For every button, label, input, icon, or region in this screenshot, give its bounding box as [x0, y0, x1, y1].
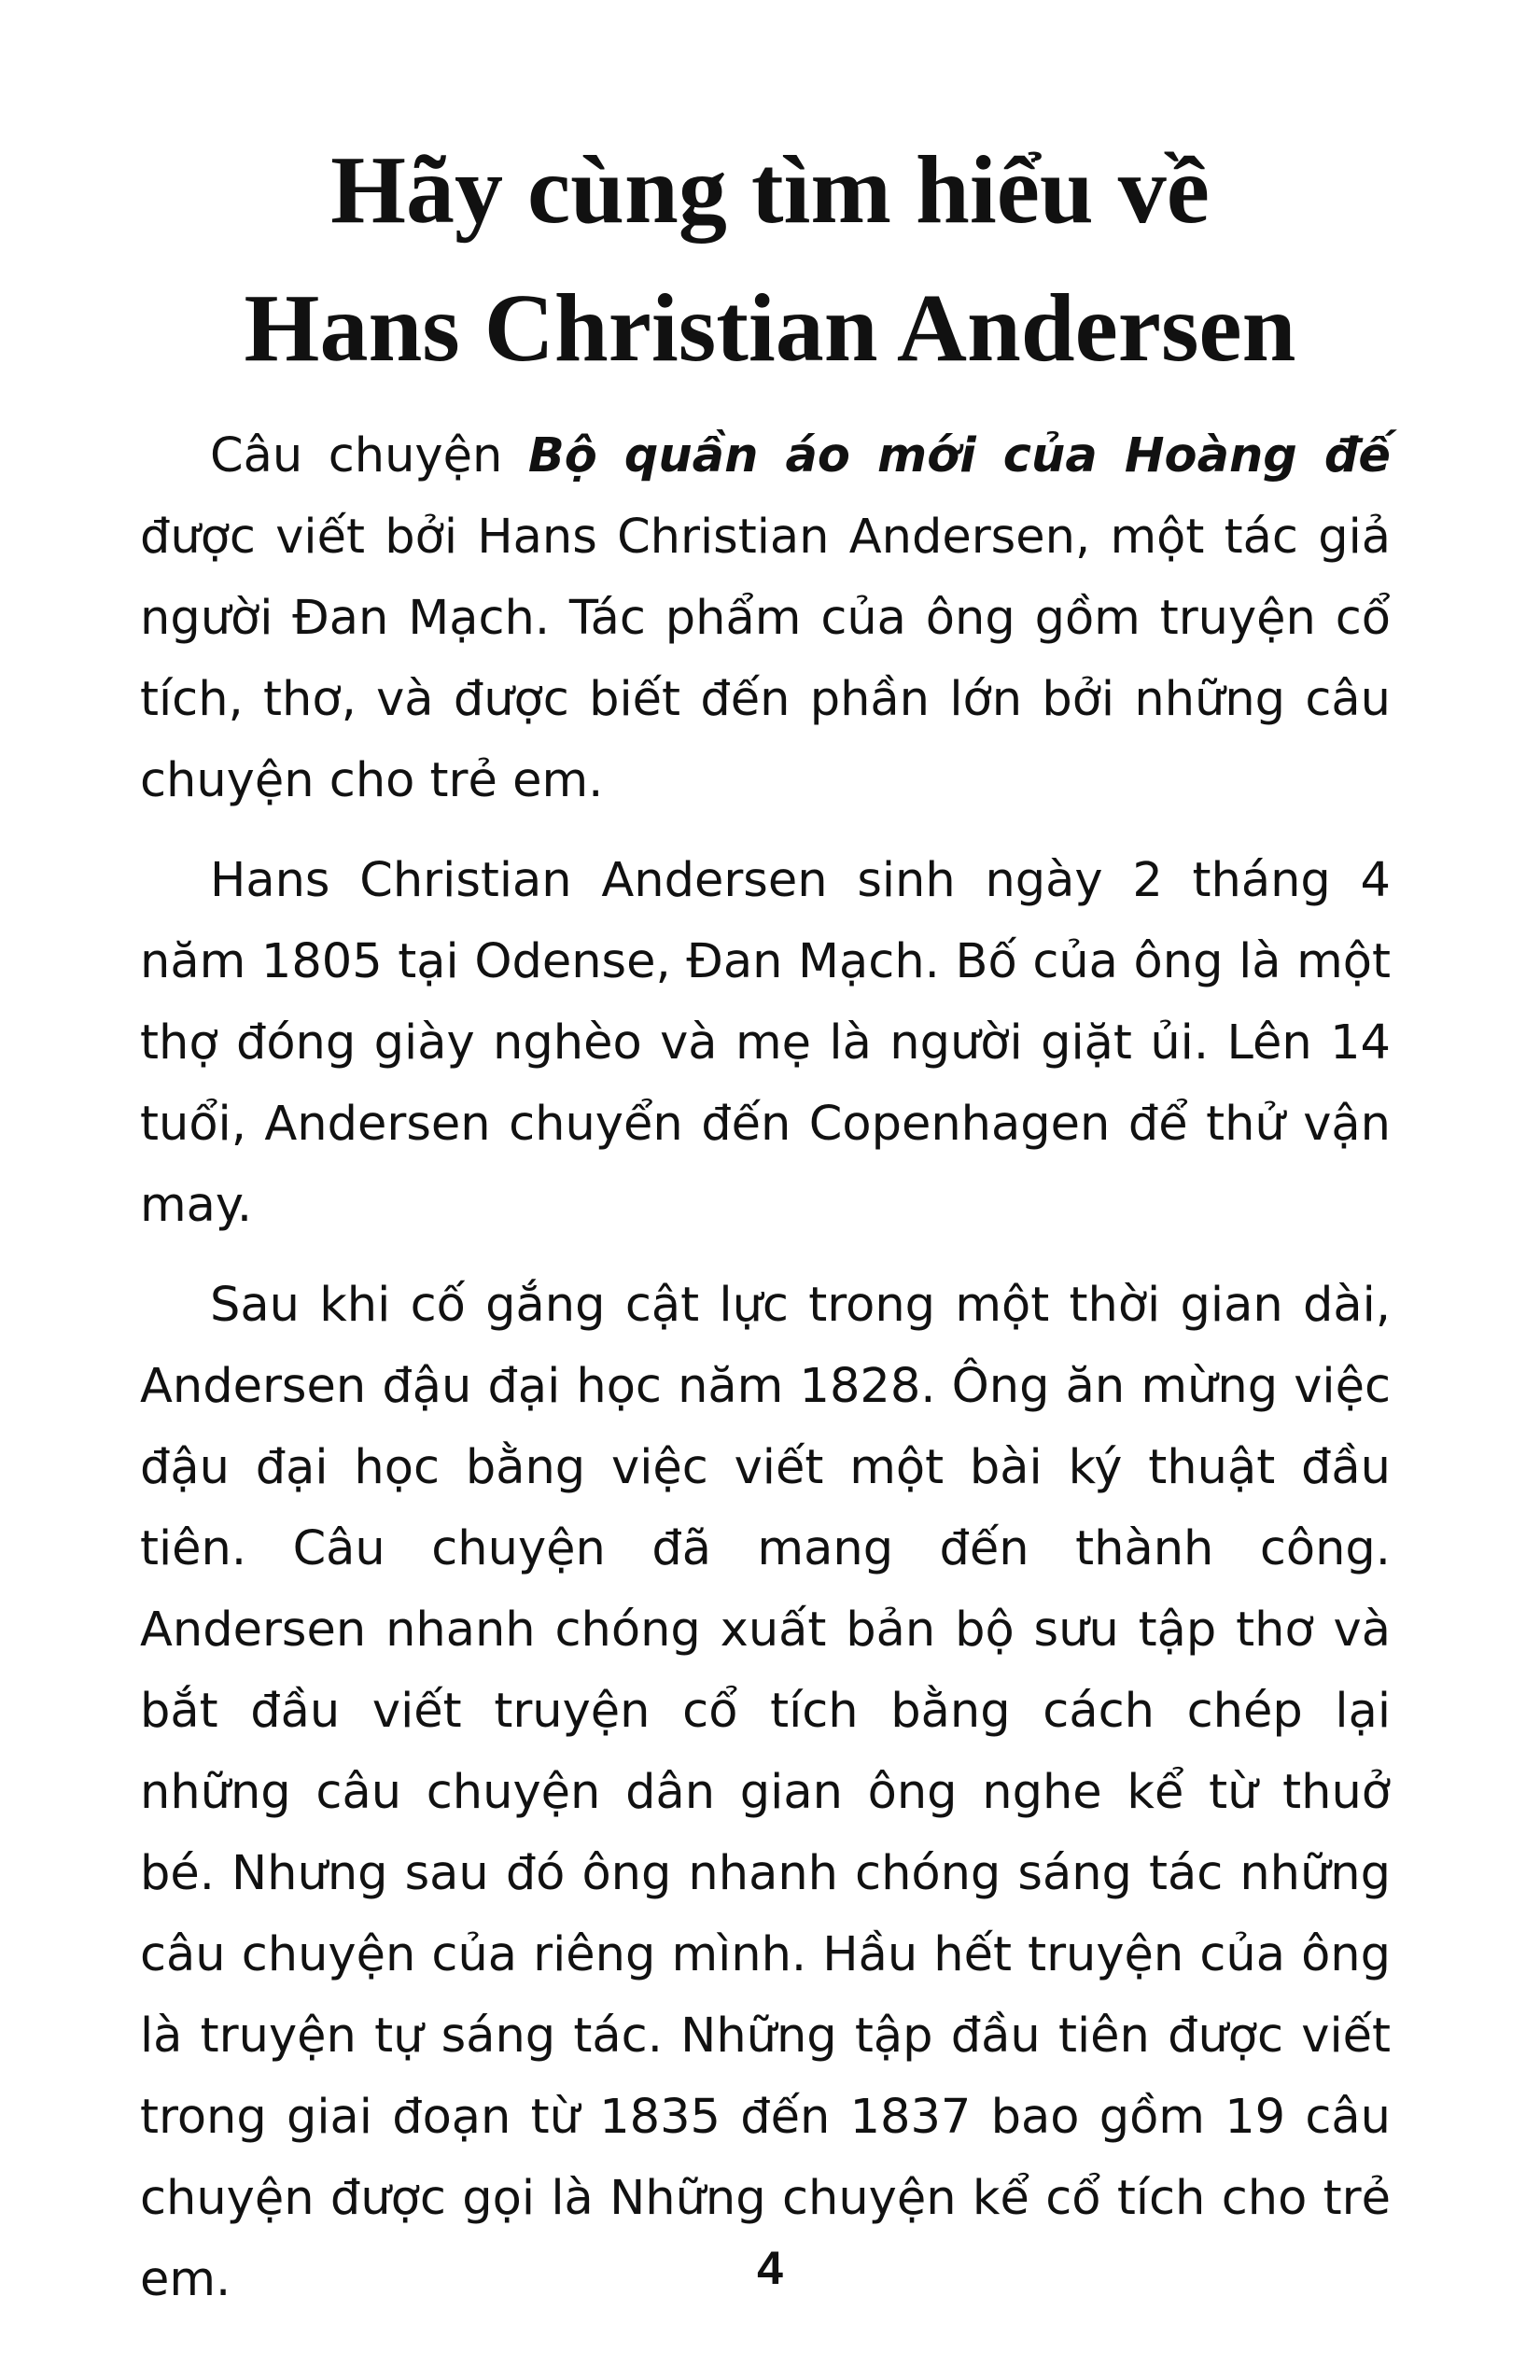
- paragraph-1-rest: được viết bởi Hans Christian Andersen, một tác giả người Đan Mạch. Tác phẩm của ông gồm truyện cổ tích, thơ, và được biết đến phần lớn bởi những câu chuyện cho trẻ em.: [140, 510, 1391, 808]
- page-title: [0, 121, 1540, 398]
- story-title-emphasis: Bộ quần áo mới của Hoàng đế: [527, 428, 1391, 483]
- body-text: [140, 415, 1391, 2339]
- paragraph-1-intro: Câu chuyện: [210, 428, 528, 483]
- paragraph-2: Hans Christian Andersen sinh ngày 2 tháng 4 năm 1805 tại Odense, Đan Mạch. Bố của ông là một thợ đóng giày nghèo và mẹ là người giặt ủi. Lên 14 tuổi, Andersen chuyển đến Copenhagen để thử vận may.: [140, 853, 1391, 1233]
- page-number: 4: [757, 2242, 783, 2294]
- title-line-2: Hans Christian Andersen: [244, 274, 1296, 382]
- title-line-1: Hãy cùng tìm hiểu về: [330, 136, 1210, 244]
- paragraph-3: Sau khi cố gắng cật lực trong một thời gian dài, Andersen đậu đại học năm 1828. Ông ăn mừng việc đậu đại học bằng việc viết một bài ký thuật đầu tiên. Câu chuyện đã mang đến thành công. Andersen nhanh chóng xuất bản bộ sưu tập thơ và bắt đầu viết truyện cổ tích bằng cách chép lại những câu chuyện dân gian ông nghe kể từ thuở bé. Nhưng sau đó ông nhanh chóng sáng tác những câu chuyện của riêng mình. Hầu hết truyện của ông là truyện tự sáng tác. Những tập đầu tiên được viết trong giai đoạn từ 1835 đến 1837 bao gồm 19 câu chuyện được gọi là Những chuyện kể cổ tích cho trẻ em.: [140, 1278, 1391, 2307]
- paragraph-1: [140, 415, 1391, 821]
